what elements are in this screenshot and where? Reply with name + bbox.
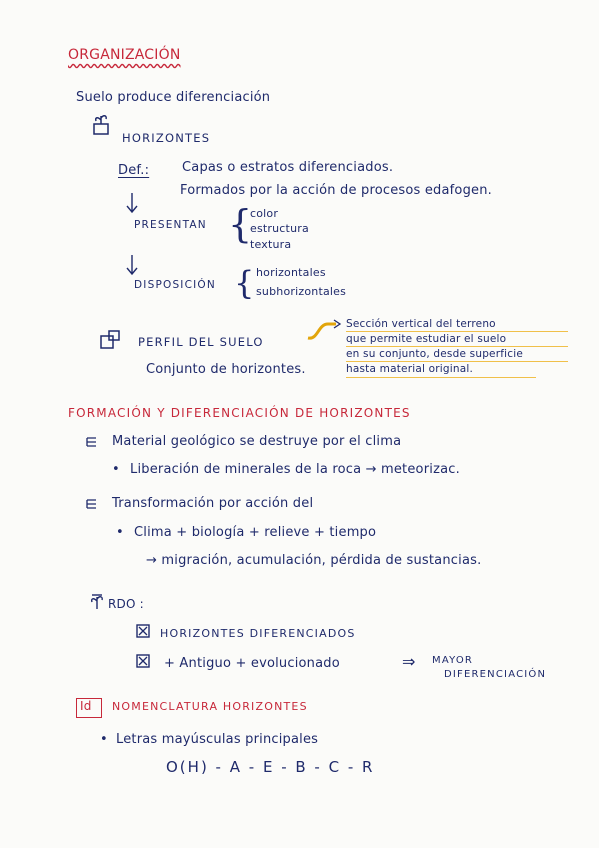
presentan-item: textura (250, 238, 292, 251)
formacion-point-1: Material geológico se destruye por el clima (112, 434, 402, 449)
list-marker-icon (86, 436, 98, 448)
horizontes-heading: HORIZONTES (122, 131, 211, 145)
perfil-note-line: que permite estudiar el suelo (346, 333, 507, 345)
brace-icon: { (234, 264, 255, 302)
sprout-icon (90, 592, 104, 610)
formacion-heading: FORMACIÓN Y DIFERENCIACIÓN DE HORIZONTES (68, 406, 411, 420)
rdo-item-2-right-2: DIFERENCIACIÓN (444, 669, 547, 680)
perfil-note-line: Sección vertical del terreno (346, 318, 496, 330)
formacion-point-1-sub: Liberación de minerales de la roca → meteorizac. (130, 462, 460, 477)
checked-box-icon (136, 654, 150, 668)
bullet-dot: • (100, 732, 108, 747)
rdo-item-1: HORIZONTES DIFERENCIADOS (160, 627, 356, 640)
rdo-item-2-right-1: MAYOR (432, 655, 474, 666)
perfil-desc: Conjunto de horizontes. (146, 362, 306, 377)
sprout-icon (92, 112, 110, 136)
nomenclatura-bullet: Letras mayúsculas principales (116, 732, 319, 747)
connector-arrow-icon (306, 318, 342, 342)
profile-box-icon (100, 330, 122, 350)
page-title: ORGANIZACIÓN (68, 47, 181, 63)
bullet-dot: • (116, 525, 124, 540)
formacion-point-2-sub: Clima + biología + relieve + tiempo (134, 525, 377, 540)
perfil-note-line: en su conjunto, desde superficie (346, 348, 523, 360)
highlight-line (346, 361, 568, 362)
highlight-line (346, 346, 568, 347)
formacion-point-2: Transformación por acción del (112, 496, 314, 511)
disposicion-item: subhorizontales (256, 285, 347, 298)
disposicion-item: horizontales (256, 266, 326, 279)
checked-box-icon (136, 624, 150, 638)
presentan-item: estructura (250, 222, 309, 235)
def-line-2: Formados por la acción de procesos edafogen. (180, 183, 493, 198)
def-line-1: Capas o estratos diferenciados. (182, 160, 394, 175)
rdo-item-2-left: + Antiguo + evolucionado (164, 656, 340, 671)
presentan-label: PRESENTAN (134, 219, 207, 231)
perfil-note-line: hasta material original. (346, 363, 473, 375)
highlight-line (346, 377, 536, 378)
formacion-point-2-sub2: → migración, acumulación, pérdida de sustancias. (146, 553, 482, 568)
id-tag: Id (80, 699, 92, 713)
intro-text: Suelo produce diferenciación (76, 90, 271, 105)
implies-arrow: ⇒ (402, 652, 416, 671)
arrow-down-icon (126, 192, 138, 214)
presentan-item: color (250, 207, 279, 220)
arrow-down-icon (126, 254, 138, 276)
horizon-sequence: O(H) - A - E - B - C - R (166, 758, 375, 776)
list-marker-icon (86, 498, 98, 510)
highlight-line (346, 331, 568, 332)
bullet-dot: • (112, 462, 120, 477)
brace-icon: { (228, 202, 253, 246)
rdo-label: RDO : (108, 597, 144, 611)
nomenclatura-heading: NOMENCLATURA HORIZONTES (112, 700, 308, 713)
perfil-heading: PERFIL DEL SUELO (138, 335, 264, 349)
disposicion-label: DISPOSICIÓN (134, 279, 216, 291)
def-label: Def.: (118, 163, 150, 178)
